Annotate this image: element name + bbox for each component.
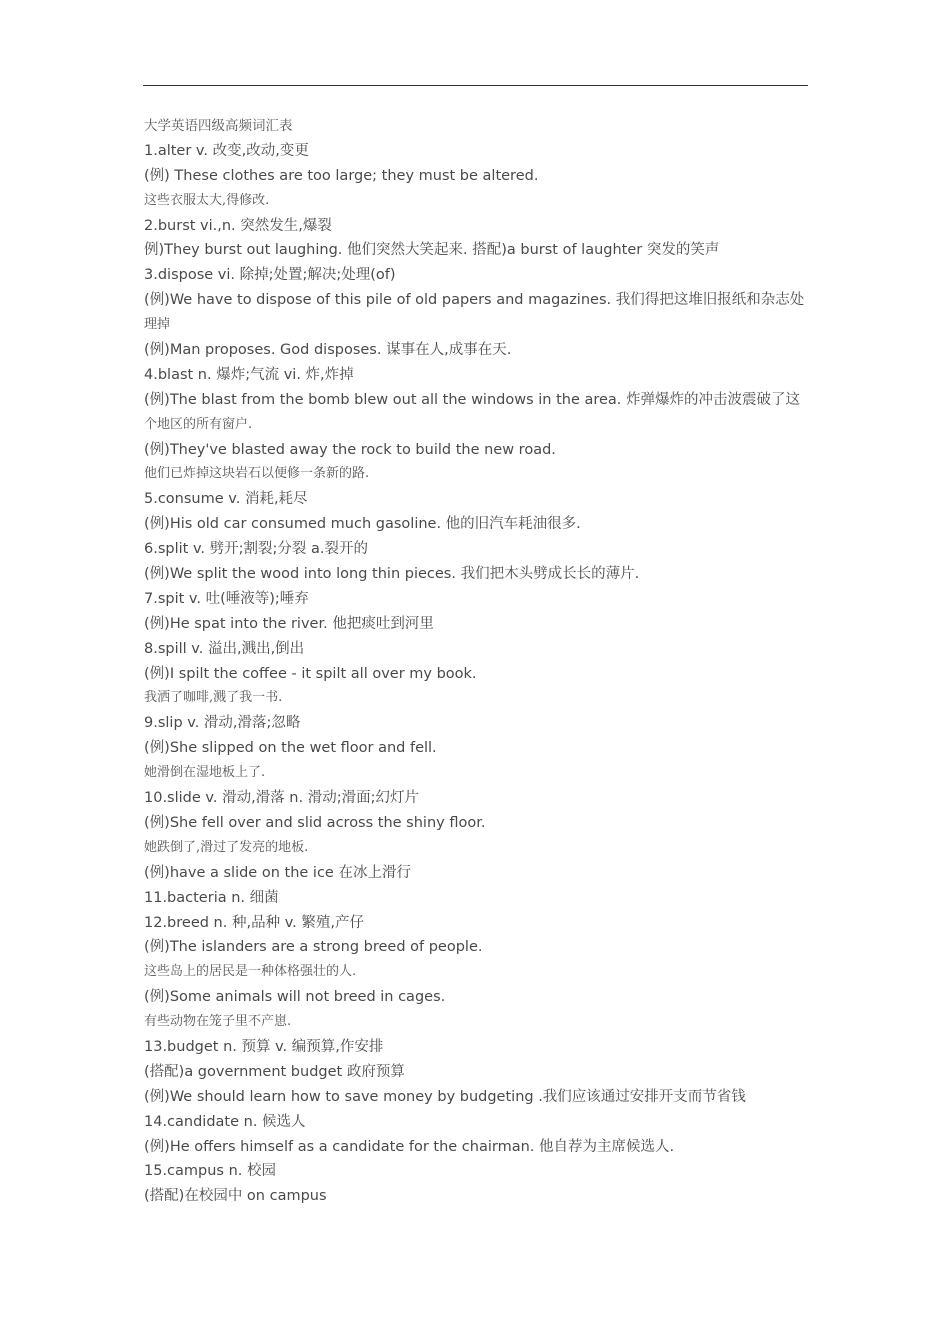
- vocab-entry: 10.slide v. 滑动,滑落 n. 滑动;滑面;幻灯片: [144, 790, 419, 807]
- vocab-entry: 7.spit v. 吐(唾液等);唾弃: [144, 590, 309, 607]
- vocab-entry: 6.split v. 劈开;割裂;分裂 a.裂开的: [144, 541, 368, 558]
- example-sentence: (例)We split the wood into long thin pieces. 我们把木头劈成长长的薄片.: [144, 566, 640, 583]
- vocab-entry: 5.consume v. 消耗,耗尽: [144, 491, 308, 508]
- example-sentence: (例)She fell over and slid across the shiny floor.: [144, 814, 486, 831]
- example-sentence: (例)He spat into the river. 他把痰吐到河里: [144, 615, 434, 632]
- vocab-entry: 4.blast n. 爆炸;气流 vi. 炸,炸掉: [144, 366, 354, 383]
- chinese-translation: 这些衣服太大,得修改.: [144, 192, 270, 208]
- chinese-translation: 她跌倒了,滑过了发亮的地板.: [144, 839, 309, 855]
- example-sentence: (搭配)在校园中 on campus: [144, 1188, 327, 1205]
- chinese-translation: 她滑倒在湿地板上了.: [144, 765, 266, 781]
- example-sentence: 例)They burst out laughing. 他们突然大笑起来. 搭配)a burst of laughter 突发的笑声: [144, 242, 720, 259]
- chinese-translation: 个地区的所有窗户.: [144, 416, 253, 432]
- example-sentence: (例)I spilt the coffee - it spilt all over my book.: [144, 665, 477, 682]
- document-title: 大学英语四级高频词汇表: [144, 118, 293, 134]
- example-sentence: (搭配)a government budget 政府预算: [144, 1063, 405, 1080]
- chinese-translation: 我洒了咖啡,溅了我一书.: [144, 690, 283, 706]
- example-sentence: (例)Some animals will not breed in cages.: [144, 989, 446, 1006]
- example-sentence: (例) These clothes are too large; they must be altered.: [144, 167, 539, 184]
- vocab-entry: 3.dispose vi. 除掉;处置;解决;处理(of): [144, 267, 396, 284]
- vocab-entry: 13.budget n. 预算 v. 编预算,作安排: [144, 1038, 384, 1055]
- document-body: [144, 114, 814, 1209]
- vocab-entry: 11.bacteria n. 细菌: [144, 889, 279, 906]
- vocab-entry: 15.campus n. 校园: [144, 1163, 277, 1180]
- chinese-translation: 有些动物在笼子里不产崽.: [144, 1014, 292, 1030]
- vocab-entry: 14.candidate n. 候选人: [144, 1113, 306, 1130]
- vocabulary-list: [144, 139, 814, 1209]
- example-sentence: (例)They've blasted away the rock to build the new road.: [144, 441, 556, 458]
- example-sentence: (例)The islanders are a strong breed of people.: [144, 939, 483, 956]
- chinese-translation: 这些岛上的居民是一种体格强壮的人.: [144, 964, 357, 980]
- header-rule: [143, 85, 808, 86]
- example-sentence: (例)He offers himself as a candidate for the chairman. 他自荐为主席候选人.: [144, 1138, 675, 1155]
- chinese-translation: 理掉: [144, 317, 171, 333]
- example-sentence: (例)have a slide on the ice 在冰上滑行: [144, 864, 411, 881]
- vocab-entry: 9.slip v. 滑动,滑落;忽略: [144, 715, 301, 732]
- vocab-entry: 8.spill v. 溢出,溅出,倒出: [144, 640, 305, 657]
- example-sentence: (例)The blast from the bomb blew out all the windows in the area. 炸弹爆炸的冲击波震破了这: [144, 391, 801, 408]
- example-sentence: (例)She slipped on the wet floor and fell.: [144, 740, 437, 757]
- vocab-entry: 2.burst vi.,n. 突然发生,爆裂: [144, 217, 332, 234]
- vocab-entry: 1.alter v. 改变,改动,变更: [144, 142, 309, 159]
- example-sentence: (例)Man proposes. God disposes. 谋事在人,成事在天.: [144, 342, 512, 359]
- vocab-entry: 12.breed n. 种,品种 v. 繁殖,产仔: [144, 914, 364, 931]
- example-sentence: (例)We have to dispose of this pile of old papers and magazines. 我们得把这堆旧报纸和杂志处: [144, 292, 805, 309]
- example-sentence: (例)We should learn how to save money by budgeting .我们应该通过安排开支而节省钱: [144, 1088, 746, 1105]
- example-sentence: (例)His old car consumed much gasoline. 他的旧汽车耗油很多.: [144, 516, 581, 533]
- chinese-translation: 他们已炸掉这块岩石以便修一条新的路.: [144, 466, 370, 482]
